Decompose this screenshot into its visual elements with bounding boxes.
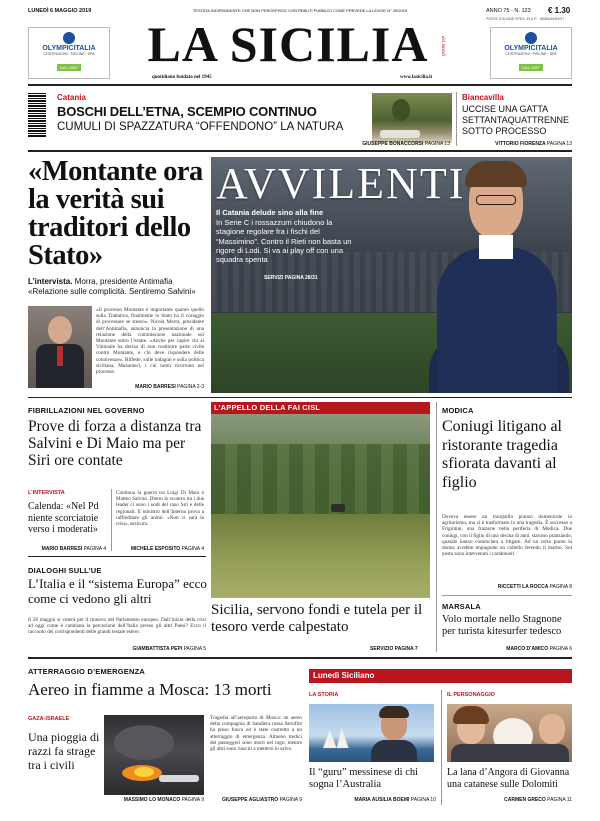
politics-page: PAGINA 4 [181, 546, 204, 552]
interview-page: PAGINA 4 [83, 546, 106, 552]
angora-photo [447, 704, 572, 762]
moscow-byline [210, 797, 302, 803]
marsala-byline [442, 646, 572, 652]
europe-body: Il 26 maggio si voterà per il rinnovo del Parlamento europeo. Dall’inizio della crisi ad oggi come è cambiata la percezione dell’Italia presso gli altri Paesi? Ecco il racconto dei corrispondenti delle grandi testate estere. [28, 617, 206, 636]
lead-page: PAGINA 2-3 [177, 384, 204, 390]
fine-print: POSTE ITALIANE SPED. IN A.P. · ABBINAMENTI [486, 17, 564, 21]
olympic-logo-icon [525, 32, 537, 44]
moscow-page: PAGINA 9 [279, 797, 302, 803]
gaza-byline [28, 797, 204, 803]
plane-fire-photo [104, 715, 204, 795]
europe-page: PAGINA 5 [183, 646, 206, 652]
interview-byline [28, 546, 106, 552]
sponsor-name: OLYMPICITALIA [504, 45, 558, 52]
masthead-title[interactable]: LA SICILIA [147, 16, 429, 72]
sponsor-right[interactable] [490, 27, 572, 79]
website[interactable]: www.lasicilia.it [400, 75, 433, 80]
price: € 1.30 [548, 6, 571, 15]
story1-author: MARIA AUSILIA BOEMI [354, 797, 410, 803]
sydney-photo [309, 704, 434, 762]
gaza-author: MASSIMO LO MONACO [123, 797, 181, 803]
sponsor-sub: COSTRUZIONI · PISCINE · SPA [505, 52, 557, 56]
story2-byline [447, 797, 572, 803]
europe-kicker: DIALOGHI SULL’UE [28, 566, 102, 575]
top-left-byline [280, 141, 450, 147]
lead-intro-kicker: L’intervista. [28, 277, 73, 286]
forest-garbage-photo [372, 93, 452, 143]
story2-kicker: IL PERSONAGGIO [447, 692, 495, 698]
top-left-kicker: Catania [57, 93, 86, 102]
modica-author: RICCETTI LA ROCCA [497, 584, 549, 590]
modica-rule [442, 595, 572, 596]
politics-author: MICHELE ESPOSITO [130, 546, 181, 552]
sponsor-badge: DAL 1987 [519, 64, 543, 71]
europe-byline [28, 646, 206, 652]
sport-kicker: Il Catania delude sino alla fine [216, 208, 324, 217]
sponsor-badge: DAL 1987 [57, 64, 81, 71]
marsala-kicker: MARSALA [442, 602, 481, 611]
top-left-headline[interactable]: BOSCHI DELL’ETNA, SCEMPIO CONTINUO [57, 104, 317, 119]
gaza-kicker: GAZA-ISRAELE [28, 716, 70, 722]
orchard-photo[interactable] [211, 414, 430, 598]
interview-headline[interactable]: Calenda: «Nel Pd niente scorciatoie verso i moderati» [28, 501, 99, 535]
lead-intro-text: Morra, presidente Antimafia «Relazione sulle complicità. Sentiremo Salvini» [28, 277, 196, 296]
sponsor-left[interactable] [28, 27, 110, 79]
fai-page: SERVIZIO PAGINA 7 [370, 646, 418, 652]
europe-headline[interactable]: L’Italia e il “sistema Europa” ecco come ci vedono gli altri [28, 576, 207, 606]
top-right-kicker: Biancavilla [462, 93, 504, 102]
lead-author: MARIO BARRESI [135, 384, 176, 390]
sponsor-name: OLYMPICITALIA [42, 45, 96, 52]
story1-headline[interactable]: Il “guru” messinese di chi sogna l’Australia [309, 767, 419, 790]
lead-body: «Il processo Montante è importante quanto quello sulla Trattativa, finalmente lo Stato ha il coraggio di processare se stesso». Nicola Morra, presidente dell’Antimafia, annuncia la presentazione di una relazione della commissione nazionale sul Montante entro l’estate. «Anche per capire chi al Viminale ha deciso di non costituire parte civile contro Montante, e chi deve rispondere delle connivenze». Riflette, sulle indagini e sulla politica siciliana, Musumeci, i cui nomi ricorrono nel processo. [96, 307, 204, 376]
lead-headline[interactable]: «Montante ora la verità sui traditori dello Stato» [28, 156, 203, 271]
lead-rule [28, 397, 572, 398]
marsala-headline[interactable]: Volo mortale nello Stagnone per turista kitesurfer tedesco [442, 614, 562, 637]
sport-body: In Serie C i rossazzurri chiudono la stagione regolare fra i fischi del “Massimino”. Contro il Rieti non basta un rigore di Lodi. Si va ai play off con una squadra spenta [216, 218, 352, 265]
issue-number: ANNO 75 - N. 123 [486, 8, 531, 14]
tagline: quotidiano fondato nel 1945 [152, 75, 212, 80]
morra-portrait [28, 306, 92, 388]
moscow-headline[interactable]: Aereo in fiamme a Mosca: 13 morti [28, 680, 272, 699]
story2-headline[interactable]: La lana d’Angora di Giovanna una catanese sulle Dolomiti [447, 767, 570, 790]
fai-headline[interactable]: Sicilia, servono fondi e tutela per il tesoro verde calpestato [211, 602, 423, 635]
modica-byline [442, 584, 572, 590]
gaza-headline[interactable]: Una pioggia di razzi fa strage tra i civili [28, 730, 100, 772]
fai-kicker: L’APPELLO DELLA FAI CISL [211, 402, 430, 414]
top-left-page: PAGINA 13 [424, 141, 450, 147]
lunedi-divider [441, 690, 442, 805]
date-line: LUNEDÌ 6 MAGGIO 2019 [28, 8, 92, 14]
politics-divider [111, 489, 112, 551]
masthead-title-suffix: del lunedì [440, 36, 445, 56]
moscow-kicker: ATTERRAGGIO D’EMERGENZA [28, 667, 145, 676]
marsala-author: MARCO D’AMICO [506, 646, 549, 652]
story2-author: CARMEN GRECO [504, 797, 546, 803]
lunedi-header[interactable]: Lunedì Siciliano [309, 669, 572, 683]
politics-kicker: FIBRILLAZIONI NEL GOVERNO [28, 406, 145, 415]
marsala-page: PAGINA 6 [549, 646, 572, 652]
story1-page: PAGINA 10 [410, 797, 436, 803]
politics-rule [28, 556, 206, 557]
bottom-section-rule [28, 657, 572, 659]
barcode [28, 93, 46, 137]
europe-author: GIAMBATTISTA PEPI [132, 646, 183, 652]
sport-headline[interactable]: AVVILENTI [216, 159, 466, 208]
top-left-subhead: CUMULI DI SPAZZATURA “OFFENDONO” LA NATURA [57, 121, 344, 133]
top-left-author: GIUSEPPE BONACCORSI [362, 141, 424, 147]
politics-byline [116, 546, 204, 552]
top-divider [456, 92, 457, 146]
teaser-rule [28, 150, 572, 152]
moscow-body: Tragedia all’aeroporto di Mosca: un aereo della compagnia di bandiera russa Aeroflot ha preso fuoco ed è stato costretto a un atterraggio di emergenza. Almeno tredici dei passeggeri sono morti nel rogo, mentre gli altri sono riusciti a mettersi in salvo. [210, 715, 302, 753]
interview-kicker: L’INTERVISTA [28, 490, 65, 496]
right-col-divider [436, 402, 437, 652]
interview-author: MARIO BARRESI [41, 546, 83, 552]
lead-byline [96, 384, 204, 390]
top-right-byline [462, 141, 572, 147]
top-right-page: PAGINA 13 [546, 141, 572, 147]
olympic-logo-icon [63, 32, 75, 44]
moscow-author: GIUSEPPE AGLIASTRO [221, 797, 279, 803]
modica-kicker: MODICA [442, 406, 474, 415]
top-right-author: VITTORIO FIORENZA [495, 141, 546, 147]
gaza-page: PAGINA 9 [181, 797, 204, 803]
modica-headline[interactable]: Coniugi litigano al ristorante tragedia sfiorata davanti al figlio [442, 418, 562, 491]
modica-body: Doveva essere un tranquillo pranzo domenicale in agriturismo, ma si è trasformato in una tragedia. È successo a Frigintini, una frazione nella periferia di Modica. Due coniugi, con il figlio di una decina di anni, stavano pranzando, quando hanno cominciato a litigare. Ad un certo punto la donna avrebbe impugnato un coltello ferendo il marito. Sul posto sono intervenuti i carabinieri. [442, 514, 572, 558]
story1-byline [309, 797, 436, 803]
notice-line: TESTATA INDIPENDENTE CHE NON PERCEPISCE CONTRIBUTI PUBBLICI COME PREVEDE LA LEGGE N° 29/2019 [192, 8, 408, 13]
politics-body: Continua la guerra tra Luigi Di Maio e Matteo Salvini. Dietro lo scontro tra i due leader ci sono i nodi del caso Siri e delle regionali. Il ministro dell’Interno prova a raffreddare gli animi. «Non ci sarà la crisi», assicura. [116, 490, 204, 528]
sport-page: SERVIZI PAGINA 28/31 [264, 275, 318, 281]
top-right-headline[interactable]: UCCISE UNA GATTA SETTANTAQUATTRENNE SOTTO PROCESSO [462, 104, 570, 136]
sponsor-sub: COSTRUZIONI · PISCINE · SPA [43, 52, 95, 56]
politics-headline[interactable]: Prove di forza a distanza tra Salvini e Di Maio ma per Siri ore contate [28, 418, 202, 469]
masthead-rule [28, 84, 572, 86]
story2-page: PAGINA 11 [547, 797, 572, 803]
lead-intro [28, 277, 204, 296]
modica-page: PAGINA 8 [549, 584, 572, 590]
story1-kicker: LA STORIA [309, 692, 339, 698]
